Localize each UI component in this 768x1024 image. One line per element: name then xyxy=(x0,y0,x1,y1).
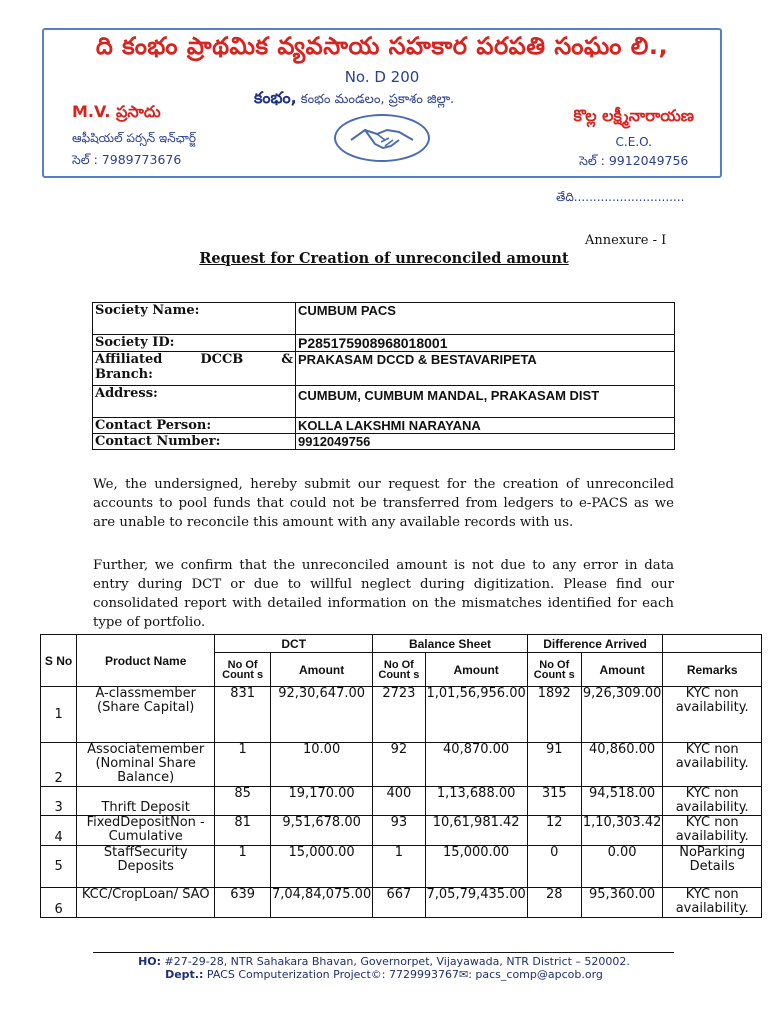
society-title: ది కంభం ప్రాథమిక వ్యవసాయ సహకార పరపతి సంఘం లి., xyxy=(95,32,669,60)
header-blank xyxy=(663,635,762,653)
cell-diff-count: 1892 xyxy=(527,687,581,743)
ceo-phone: సెల్ : 9912049756 xyxy=(579,153,689,168)
cell-diff-count: 28 xyxy=(527,888,581,918)
society-name-value: CUMBUM PACS xyxy=(296,303,675,335)
info-row xyxy=(93,418,675,434)
cell-bs-amount: 15,000.00 xyxy=(425,846,527,888)
handshake-icon xyxy=(334,114,430,162)
society-name-label: Society Name: xyxy=(93,303,296,335)
cell-remarks: KYC non availability. xyxy=(663,743,762,787)
cell-sno: 1 xyxy=(41,687,77,743)
official-name: M.V. ప్రసాదు xyxy=(72,102,161,121)
cell-dct-count: 81 xyxy=(215,816,271,846)
cell-bs-count: 1 xyxy=(373,846,425,888)
ceo-role: C.E.O. xyxy=(615,135,652,149)
official-block xyxy=(72,102,196,171)
footer-divider xyxy=(93,952,674,953)
footer-dept-label: Dept.: xyxy=(165,968,204,981)
cell-diff-amount: 95,360.00 xyxy=(581,888,663,918)
info-row xyxy=(93,335,675,352)
society-info-table xyxy=(92,302,675,450)
contact-person-label: Contact Person: xyxy=(93,418,296,434)
header-dct-amount: Amount xyxy=(270,653,372,687)
contact-person-value: KOLLA LAKSHMI NARAYANA xyxy=(296,418,675,434)
cell-bs-amount: 1,13,688.00 xyxy=(425,787,527,816)
table-row xyxy=(41,743,762,787)
cell-diff-amount: 1,10,303.42 xyxy=(581,816,663,846)
society-place xyxy=(254,88,454,111)
cell-product: Thrift Deposit xyxy=(77,787,215,816)
cell-bs-amount: 40,870.00 xyxy=(425,743,527,787)
footer-ho-text: #27-29-28, NTR Sahakara Bhavan, Governorpet, Vijayawada, NTR District – 520002. xyxy=(164,955,630,968)
cell-dct-amount: 7,04,84,075.00 xyxy=(270,888,372,918)
header-difference: Difference Arrived xyxy=(527,635,663,653)
affiliated-label-word: Affiliated xyxy=(95,352,163,367)
cell-remarks: KYC non availability. xyxy=(663,888,762,918)
ceo-block xyxy=(573,106,694,172)
cell-diff-amount: 0.00 xyxy=(581,846,663,888)
cell-remarks: KYC non availability. xyxy=(663,787,762,816)
cell-bs-count: 400 xyxy=(373,787,425,816)
affiliated-label xyxy=(93,352,296,386)
info-row xyxy=(93,303,675,335)
cell-bs-amount: 1,01,56,956.00 xyxy=(425,687,527,743)
table-row xyxy=(41,846,762,888)
cell-bs-count: 2723 xyxy=(373,687,425,743)
cell-diff-count: 0 xyxy=(527,846,581,888)
header-dct-count: No Of Count s xyxy=(215,653,271,687)
affiliated-label-dccb: DCCB xyxy=(200,352,244,367)
table-row xyxy=(41,888,762,918)
header-bs-amount: Amount xyxy=(425,653,527,687)
cell-dct-amount: 15,000.00 xyxy=(270,846,372,888)
cell-product: Associatemember (Nominal Share Balance) xyxy=(77,743,215,787)
cell-dct-count: 639 xyxy=(215,888,271,918)
annexure-label: Annexure - I xyxy=(585,233,667,248)
info-row xyxy=(93,352,675,386)
cell-product: FixedDepositNon - Cumulative xyxy=(77,816,215,846)
official-phone: సెల్ : 7989773676 xyxy=(72,152,182,167)
cell-dct-amount: 92,30,647.00 xyxy=(270,687,372,743)
society-id-label: Society ID: xyxy=(93,335,296,352)
cell-remarks: KYC non availability. xyxy=(663,816,762,846)
cell-sno: 4 xyxy=(41,816,77,846)
cell-sno: 3 xyxy=(41,787,77,816)
header-row xyxy=(41,635,762,653)
address-label: Address: xyxy=(93,386,296,418)
info-row xyxy=(93,386,675,418)
cell-product: A-classmember (Share Capital) xyxy=(77,687,215,743)
cell-bs-count: 667 xyxy=(373,888,425,918)
footer xyxy=(0,955,768,981)
affiliated-label-amp: & xyxy=(281,352,293,367)
cell-diff-count: 12 xyxy=(527,816,581,846)
header-dct: DCT xyxy=(215,635,373,653)
cell-dct-amount: 10.00 xyxy=(270,743,372,787)
header-diff-count: No Of Count s xyxy=(527,653,581,687)
table-row xyxy=(41,687,762,743)
cell-diff-count: 315 xyxy=(527,787,581,816)
cell-product: KCC/CropLoan/ SAO xyxy=(77,888,215,918)
cell-product: StaffSecurity Deposits xyxy=(77,846,215,888)
mismatch-table xyxy=(40,634,762,918)
letterhead xyxy=(42,28,722,178)
contact-number-value: 9912049756 xyxy=(296,434,675,450)
header-balance-sheet: Balance Sheet xyxy=(373,635,528,653)
cell-sno: 6 xyxy=(41,888,77,918)
handshake-glyph xyxy=(347,120,417,156)
address-value: CUMBUM, CUMBUM MANDAL, PRAKASAM DIST xyxy=(296,386,675,418)
header-remarks: Remarks xyxy=(663,653,762,687)
cell-sno: 5 xyxy=(41,846,77,888)
affiliated-value: PRAKASAM DCCD & BESTAVARIPETA xyxy=(296,352,675,386)
table-row xyxy=(41,787,762,816)
place-town: కంభం, xyxy=(254,88,297,107)
header-bs-count: No Of Count s xyxy=(373,653,425,687)
place-detail: కంభం మండలం, ప్రకాశం జిల్లా. xyxy=(300,92,455,107)
cell-dct-count: 831 xyxy=(215,687,271,743)
society-id-value: P285175908968018001 xyxy=(296,335,675,352)
footer-ho-label: HO: xyxy=(138,955,162,968)
cell-diff-count: 91 xyxy=(527,743,581,787)
footer-ho-line xyxy=(0,955,768,968)
cell-bs-amount: 10,61,981.42 xyxy=(425,816,527,846)
cell-sno: 2 xyxy=(41,743,77,787)
affiliated-label-branch: Branch: xyxy=(95,367,153,382)
cell-bs-count: 92 xyxy=(373,743,425,787)
cell-dct-amount: 19,170.00 xyxy=(270,787,372,816)
cell-diff-amount: 94,518.00 xyxy=(581,787,663,816)
registration-number: No. D 200 xyxy=(344,68,420,86)
footer-dept-text: PACS Computerization Project©: 7729993767✉: pacs_comp@apcob.org xyxy=(206,968,603,981)
info-row xyxy=(93,434,675,450)
date-line: తేది............................. xyxy=(556,190,685,204)
cell-bs-amount: 7,05,79,435.00 xyxy=(425,888,527,918)
cell-dct-count: 85 xyxy=(215,787,271,816)
confirmation-paragraph: Further, we confirm that the unreconciled amount is not due to any error in data entry during DCT or due to willful neglect during digitization. Please find our consolidated report with detailed information on the mismatches identified for each type of portfolio. xyxy=(93,558,674,630)
table-row xyxy=(41,816,762,846)
header-diff-amount: Amount xyxy=(581,653,663,687)
cell-diff-amount: 9,26,309.00 xyxy=(581,687,663,743)
cell-dct-count: 1 xyxy=(215,743,271,787)
cell-dct-amount: 9,51,678.00 xyxy=(270,816,372,846)
cell-dct-count: 1 xyxy=(215,846,271,888)
cell-remarks: NoParking Details xyxy=(663,846,762,888)
cell-remarks: KYC non availability. xyxy=(663,687,762,743)
request-paragraph: We, the undersigned, hereby submit our request for the creation of unreconciled accounts to pool funds that could not be transferred from ledgers to e-PACS as we are unable to reconcile this amount with any available records with us. xyxy=(93,477,674,530)
header-product: Product Name xyxy=(77,635,215,687)
header-sno: S No xyxy=(41,635,77,687)
cell-bs-count: 93 xyxy=(373,816,425,846)
cell-diff-amount: 40,860.00 xyxy=(581,743,663,787)
ceo-name: కొల్ల లక్ష్మీనారాయణ xyxy=(573,106,694,125)
official-role: ఆఫీషియల్ పర్సన్ ఇన్‌ఛార్జ్ xyxy=(72,131,196,145)
contact-number-label: Contact Number: xyxy=(93,434,296,450)
footer-dept-line xyxy=(0,968,768,981)
document-title: Request for Creation of unreconciled amount xyxy=(199,250,569,267)
